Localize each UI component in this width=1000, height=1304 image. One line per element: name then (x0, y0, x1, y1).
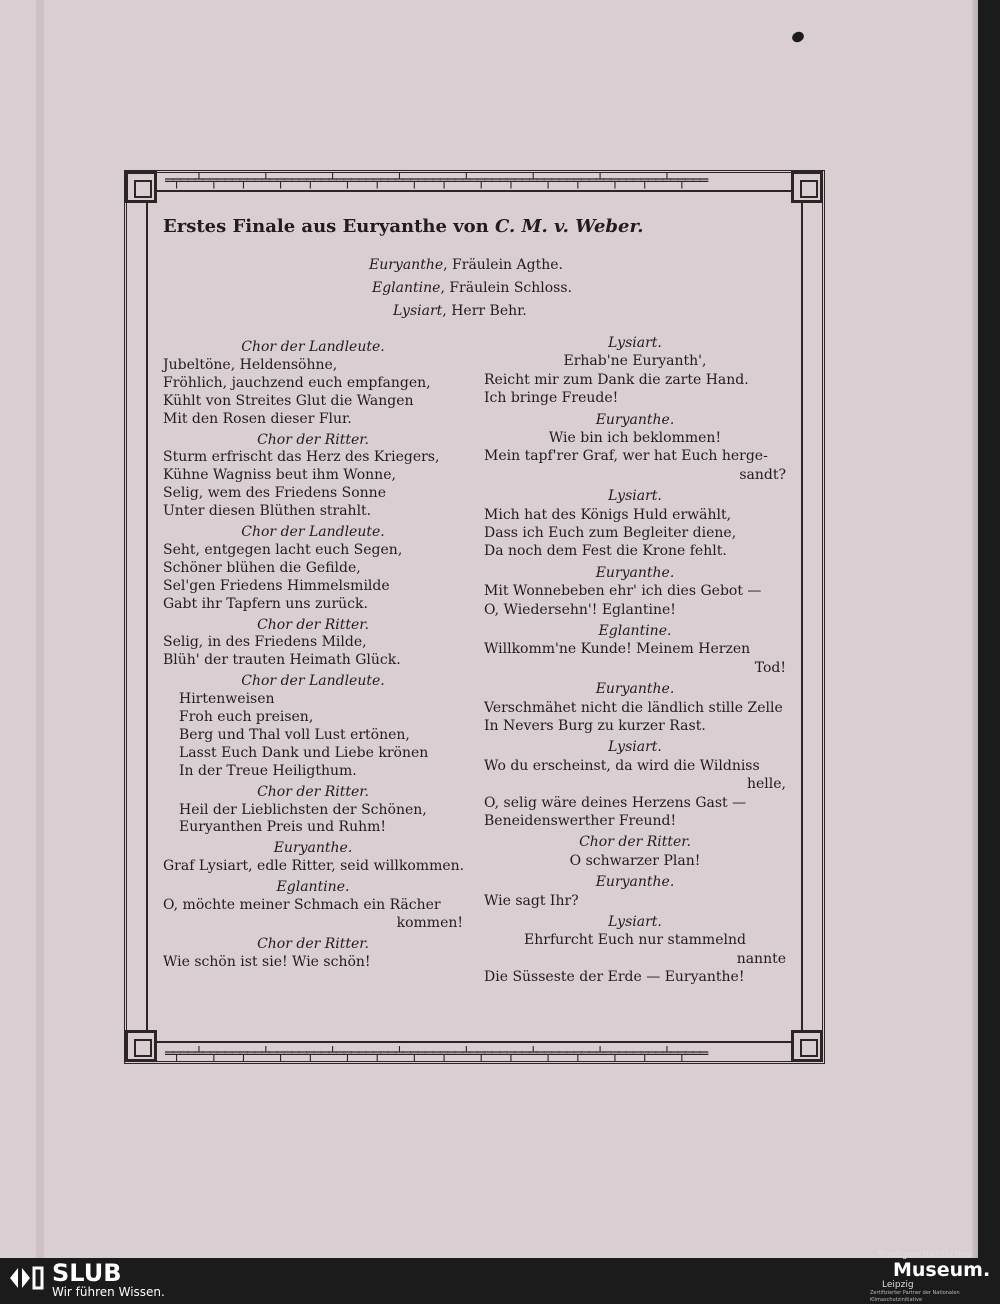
cast-role: Eglantine (372, 280, 441, 296)
verse-line: Sel'gen Friedens Himmelsmilde (163, 577, 390, 594)
speaker-heading: Euryanthe. (595, 681, 675, 698)
museum-city: Leipzig (882, 1280, 914, 1290)
speaker-heading: Chor der Ritter. (579, 834, 691, 851)
speaker-heading: Chor der Landleute. (241, 524, 385, 540)
ink-spot (790, 30, 805, 44)
verse-line: Selig, wem des Friedens Sonne (163, 485, 386, 502)
verse-line: Wie schön ist sie! Wie schön! (163, 953, 371, 970)
verse-line: Kühne Wagniss beut ihm Wonne, (163, 467, 396, 484)
cast-singer: , Fräulein Schloss. (440, 280, 572, 296)
title-composer: C. M. v. Weber. (495, 216, 644, 237)
frame-corner-bottom-left (125, 1030, 157, 1062)
title-main: Erstes Finale aus Euryanthe von (163, 216, 489, 237)
cast-lysiart (393, 302, 527, 320)
slub-brand: SLUB (52, 1259, 122, 1287)
verse-line: Lasst Euch Dank und Liebe krönen (179, 744, 429, 761)
document-title (163, 218, 644, 236)
verse-line: Berg und Thal voll Lust ertönen, (179, 726, 410, 743)
verse-line: Verschmähet nicht die ländlich stille Zelle (484, 699, 783, 716)
speaker-heading: Chor der Ritter. (257, 935, 369, 952)
speaker-heading: Lysiart. (608, 335, 662, 351)
verse-line: Da noch dem Fest die Krone fehlt. (484, 543, 727, 560)
verse-line: Fröhlich, jauchzend euch empfangen, (163, 374, 431, 391)
verse-line: Schöner blühen die Gefilde, (163, 559, 361, 576)
museum-partner-note: Zertifizierter Partner der Nationalen Klimaschutzinitiative (870, 1290, 960, 1303)
speaker-heading: Euryanthe. (595, 411, 675, 428)
verse-line: In der Treue Heiligthum. (179, 762, 357, 779)
speaker-heading: Chor der Ritter. (257, 431, 369, 448)
verse-line: Beneidenswerther Freund! (484, 813, 677, 829)
verse-line: Mit den Rosen dieser Flur. (163, 410, 352, 427)
footer-bar (0, 1250, 1000, 1303)
verse-line: Wie bin ich beklommen! (548, 430, 722, 446)
museum-name: Museum. (893, 1259, 991, 1281)
frame-corner-bottom-right (791, 1030, 823, 1062)
slub-tagline: Wir führen Wissen. (52, 1285, 165, 1299)
verse-line: Sturm erfrischt das Herz des Kriegers, (163, 449, 440, 466)
cast-role: Euryanthe (369, 257, 444, 273)
verse-line: Jubeltöne, Heldensöhne, (163, 356, 338, 373)
verse-line: Seht, entgegen lacht euch Segen, (163, 541, 403, 558)
cast-eglantine (372, 279, 572, 297)
speaker-heading: Lysiart. (608, 914, 662, 930)
verse-line: O, Wiedersehn'! Eglantine! (484, 601, 676, 618)
museum-small: Stadtgeschichtliches (878, 1250, 972, 1260)
speaker-heading: Euryanthe. (595, 564, 675, 581)
verse-line: Euryanthen Preis und Ruhm! (179, 819, 387, 836)
speaker-heading: Lysiart. (608, 739, 662, 756)
frame-corner-top-right (791, 171, 823, 203)
verse-line: Froh euch preisen, (179, 709, 314, 725)
verse-line: Hirtenweisen (179, 691, 275, 708)
frame-bottom-border: ═╤══╧═╤═══╤══╧═╤═══╤══╧═╤═══╤══╧═╤═══╤══╧═╤═══╤══╧═╤═══╤══╧═╤═══╤══╧═╤═══ (165, 1046, 708, 1062)
verse-line: In Nevers Burg zu kurzer Rast. (484, 718, 706, 734)
verse-line: Wo du erscheinst, da wird die Wildniss (484, 757, 760, 774)
verse-line: Gabt ihr Tapfern uns zurück. (163, 595, 368, 612)
speaker-heading: Lysiart. (608, 488, 662, 505)
verse-line: helle, (747, 776, 786, 793)
verse-line: O, möchte meiner Schmach ein Rächer (163, 897, 441, 913)
verse-line: Tod! (754, 659, 786, 676)
verse-line: Die Süsseste der Erde — Euryanthe! (484, 969, 745, 986)
verse-line: kommen! (396, 914, 463, 931)
verse-line: Reicht mir zum Dank die zarte Hand. (484, 371, 749, 388)
verse-line: Mein tapf'rer Graf, wer hat Euch herge- (484, 448, 768, 465)
verse-line: nannte (736, 950, 786, 967)
verse-line: Selig, in des Friedens Milde, (163, 634, 367, 651)
verse-line: Kühlt von Streites Glut die Wangen (163, 392, 414, 409)
cast-euryanthe (369, 256, 563, 274)
verse-line: Mit Wonnebeben ehr' ich dies Gebot — (484, 583, 762, 600)
cast-singer: , Fräulein Agthe. (443, 257, 563, 273)
verse-line: Blüh' der trauten Heimath Glück. (163, 652, 401, 669)
speaker-heading: Chor der Ritter. (257, 783, 369, 800)
verse-line: Dass ich Euch zum Begleiter diene, (484, 525, 737, 541)
verse-line: Erhab'ne Euryanth', (563, 353, 707, 370)
verse-line: Ich bringe Freude! (484, 390, 619, 407)
speaker-heading: Chor der Ritter. (257, 616, 369, 633)
frame-top-border: ═╤══╧═╤═══╤══╧═╤═══╤══╧═╤═══╤══╧═╤═══╤══╧═╤═══╤══╧═╤═══╤══╧═╤═══╤══╧═╤═══ (165, 173, 708, 189)
verse-line: Mich hat des Königs Huld erwählt, (484, 506, 732, 523)
frame-corner-top-left (125, 171, 157, 203)
speaker-heading: Euryanthe. (273, 840, 353, 857)
speaker-heading: Chor der Landleute. (241, 673, 385, 690)
verse-line: O, selig wäre deines Herzens Gast — (484, 794, 747, 811)
verse-line: Heil der Lieblichsten der Schönen, (179, 801, 427, 818)
paper-edge (972, 0, 978, 1258)
speaker-heading: Eglantine. (598, 623, 672, 639)
verse-line: Graf Lysiart, edle Ritter, seid willkommen. (163, 858, 465, 875)
cast-role: Lysiart (393, 303, 443, 319)
verse-line: Ehrfurcht Euch nur stammelnd (524, 932, 746, 949)
speaker-heading: Eglantine. (276, 879, 350, 896)
slub-logo-icon (8, 1264, 48, 1292)
verse-line: Willkomm'ne Kunde! Meinem Herzen (484, 641, 751, 658)
cast-singer: , Herr Behr. (442, 303, 527, 319)
verse-line: Unter diesen Blüthen strahlt. (163, 503, 372, 520)
verse-line: O schwarzer Plan! (569, 852, 701, 869)
speaker-heading: Chor der Landleute. (241, 339, 385, 355)
speaker-heading: Euryanthe. (595, 874, 675, 891)
verse-line: sandt? (739, 466, 786, 483)
verse-line: Wie sagt Ihr? (484, 892, 579, 909)
